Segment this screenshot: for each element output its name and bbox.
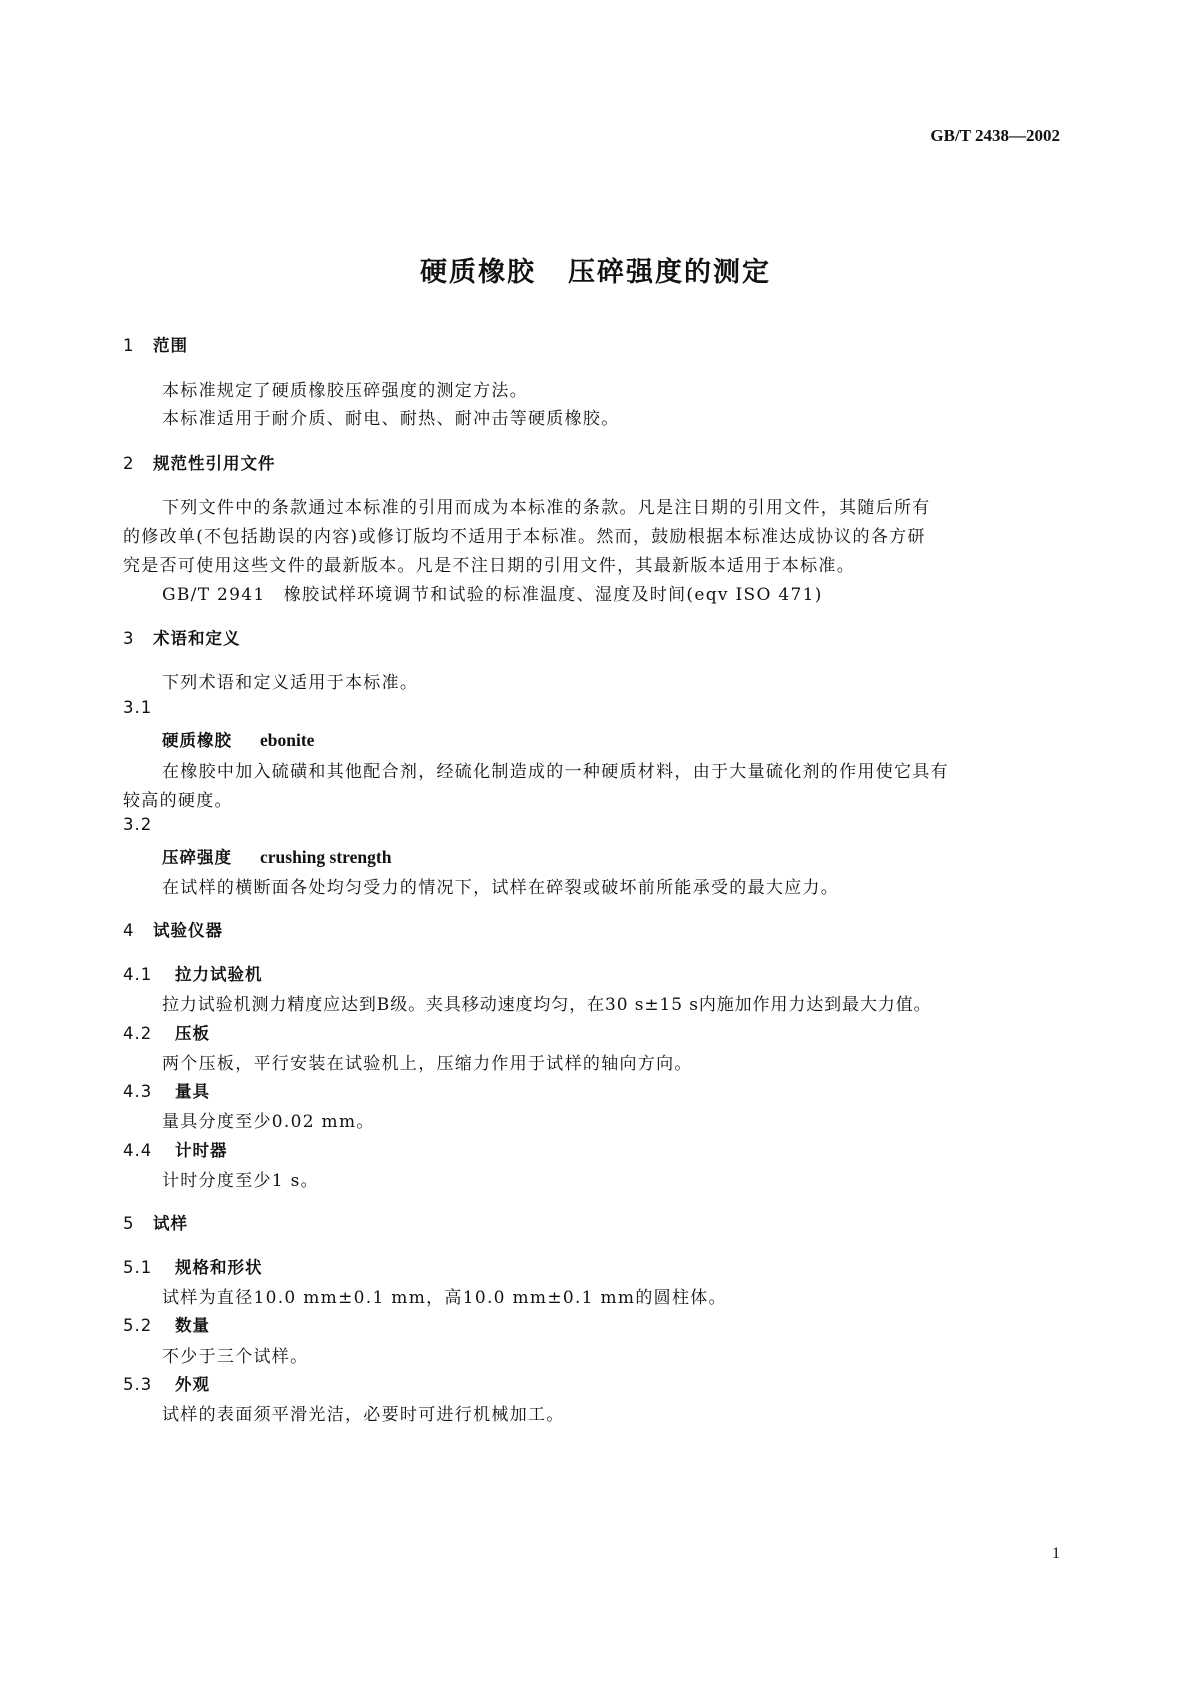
subsection-heading xyxy=(123,961,263,985)
normative-reference: GB/T 2941 橡胶试样环境调节和试验的标准温度、湿度及时间(eqv ISO 471) xyxy=(162,585,823,605)
subsection-heading xyxy=(123,1371,210,1395)
subsection-title: 规格和形状 xyxy=(175,1258,263,1277)
subsection-number: 4.1 xyxy=(123,965,153,984)
title-part-1: 硬质橡胶 xyxy=(420,257,536,288)
section-5-heading xyxy=(123,1210,188,1234)
page-title xyxy=(0,250,1191,289)
subsection-heading xyxy=(123,1312,210,1336)
paragraph-line: 的修改单(不包括勘误的内容)或修订版均不适用于本标准。然而，鼓励根据本标准达成协议的各方研 xyxy=(123,527,926,547)
term-english: crushing strength xyxy=(260,847,392,867)
term-definition: 在橡胶中加入硫磺和其他配合剂，经硫化制造成的一种硬质材料，由于大量硫化剂的作用使它具有 xyxy=(162,762,949,782)
term-chinese: 压碎强度 xyxy=(162,848,232,867)
term-number: 3.2 xyxy=(123,815,153,834)
section-title: 规范性引用文件 xyxy=(153,454,276,473)
paragraph: 量具分度至少0.02 mm。 xyxy=(162,1112,375,1132)
section-1-heading xyxy=(123,332,188,356)
subsection-heading xyxy=(123,1020,210,1044)
title-part-2: 压碎强度的测定 xyxy=(568,257,771,288)
section-title: 试验仪器 xyxy=(153,921,223,940)
paragraph: 计时分度至少1 s。 xyxy=(162,1171,319,1191)
subsection-number: 4.3 xyxy=(123,1082,153,1101)
term-definition: 在试样的横断面各处均匀受力的情况下，试样在碎裂或破坏前所能承受的最大应力。 xyxy=(162,878,840,898)
paragraph-line: 究是否可使用这些文件的最新版本。凡是不注日期的引用文件，其最新版本适用于本标准。 xyxy=(123,556,855,576)
subsection-number: 5.1 xyxy=(123,1258,153,1277)
term-number: 3.1 xyxy=(123,698,153,717)
section-4-heading xyxy=(123,917,223,941)
section-title: 试样 xyxy=(153,1214,188,1233)
paragraph: 下列术语和定义适用于本标准。 xyxy=(162,673,419,693)
paragraph: 两个压板，平行安装在试验机上，压缩力作用于试样的轴向方向。 xyxy=(162,1054,693,1074)
section-2-heading xyxy=(123,450,276,474)
term-heading xyxy=(162,727,314,751)
section-number: 2 xyxy=(123,454,135,473)
subsection-title: 数量 xyxy=(175,1316,210,1335)
subsection-number: 5.2 xyxy=(123,1316,153,1335)
paragraph: 不少于三个试样。 xyxy=(162,1347,309,1367)
section-number: 1 xyxy=(123,336,135,355)
subsection-title: 计时器 xyxy=(175,1141,228,1160)
subsection-number: 4.4 xyxy=(123,1141,153,1160)
subsection-heading xyxy=(123,1254,263,1278)
term-english: ebonite xyxy=(260,730,315,750)
paragraph-line: 下列文件中的条款通过本标准的引用而成为本标准的条款。凡是注日期的引用文件，其随后所有 xyxy=(162,498,931,518)
paragraph: 试样的表面须平滑光洁，必要时可进行机械加工。 xyxy=(162,1405,565,1425)
paragraph: 试样为直径10.0 mm±0.1 mm，高10.0 mm±0.1 mm的圆柱体。 xyxy=(162,1288,727,1308)
subsection-heading xyxy=(123,1078,210,1102)
page-number: 1 xyxy=(1052,1545,1060,1562)
subsection-number: 4.2 xyxy=(123,1024,153,1043)
section-3-heading xyxy=(123,625,241,649)
section-number: 4 xyxy=(123,921,135,940)
subsection-title: 拉力试验机 xyxy=(175,965,263,984)
subsection-title: 量具 xyxy=(175,1082,210,1101)
paragraph: 本标准适用于耐介质、耐电、耐热、耐冲击等硬质橡胶。 xyxy=(162,409,620,429)
paragraph: 拉力试验机测力精度应达到B级。夹具移动速度均匀，在30 s±15 s内施加作用力达到最大力值。 xyxy=(162,995,932,1015)
term-heading xyxy=(162,844,391,868)
subsection-title: 外观 xyxy=(175,1375,210,1394)
section-title: 范围 xyxy=(153,336,188,355)
section-title: 术语和定义 xyxy=(153,629,241,648)
section-number: 5 xyxy=(123,1214,135,1233)
subsection-heading xyxy=(123,1137,228,1161)
section-number: 3 xyxy=(123,629,135,648)
subsection-title: 压板 xyxy=(175,1024,210,1043)
term-definition: 较高的硬度。 xyxy=(123,791,233,811)
term-chinese: 硬质橡胶 xyxy=(162,731,232,750)
document-code: GB/T 2438—2002 xyxy=(930,126,1060,145)
paragraph: 本标准规定了硬质橡胶压碎强度的测定方法。 xyxy=(162,381,528,401)
subsection-number: 5.3 xyxy=(123,1375,153,1394)
